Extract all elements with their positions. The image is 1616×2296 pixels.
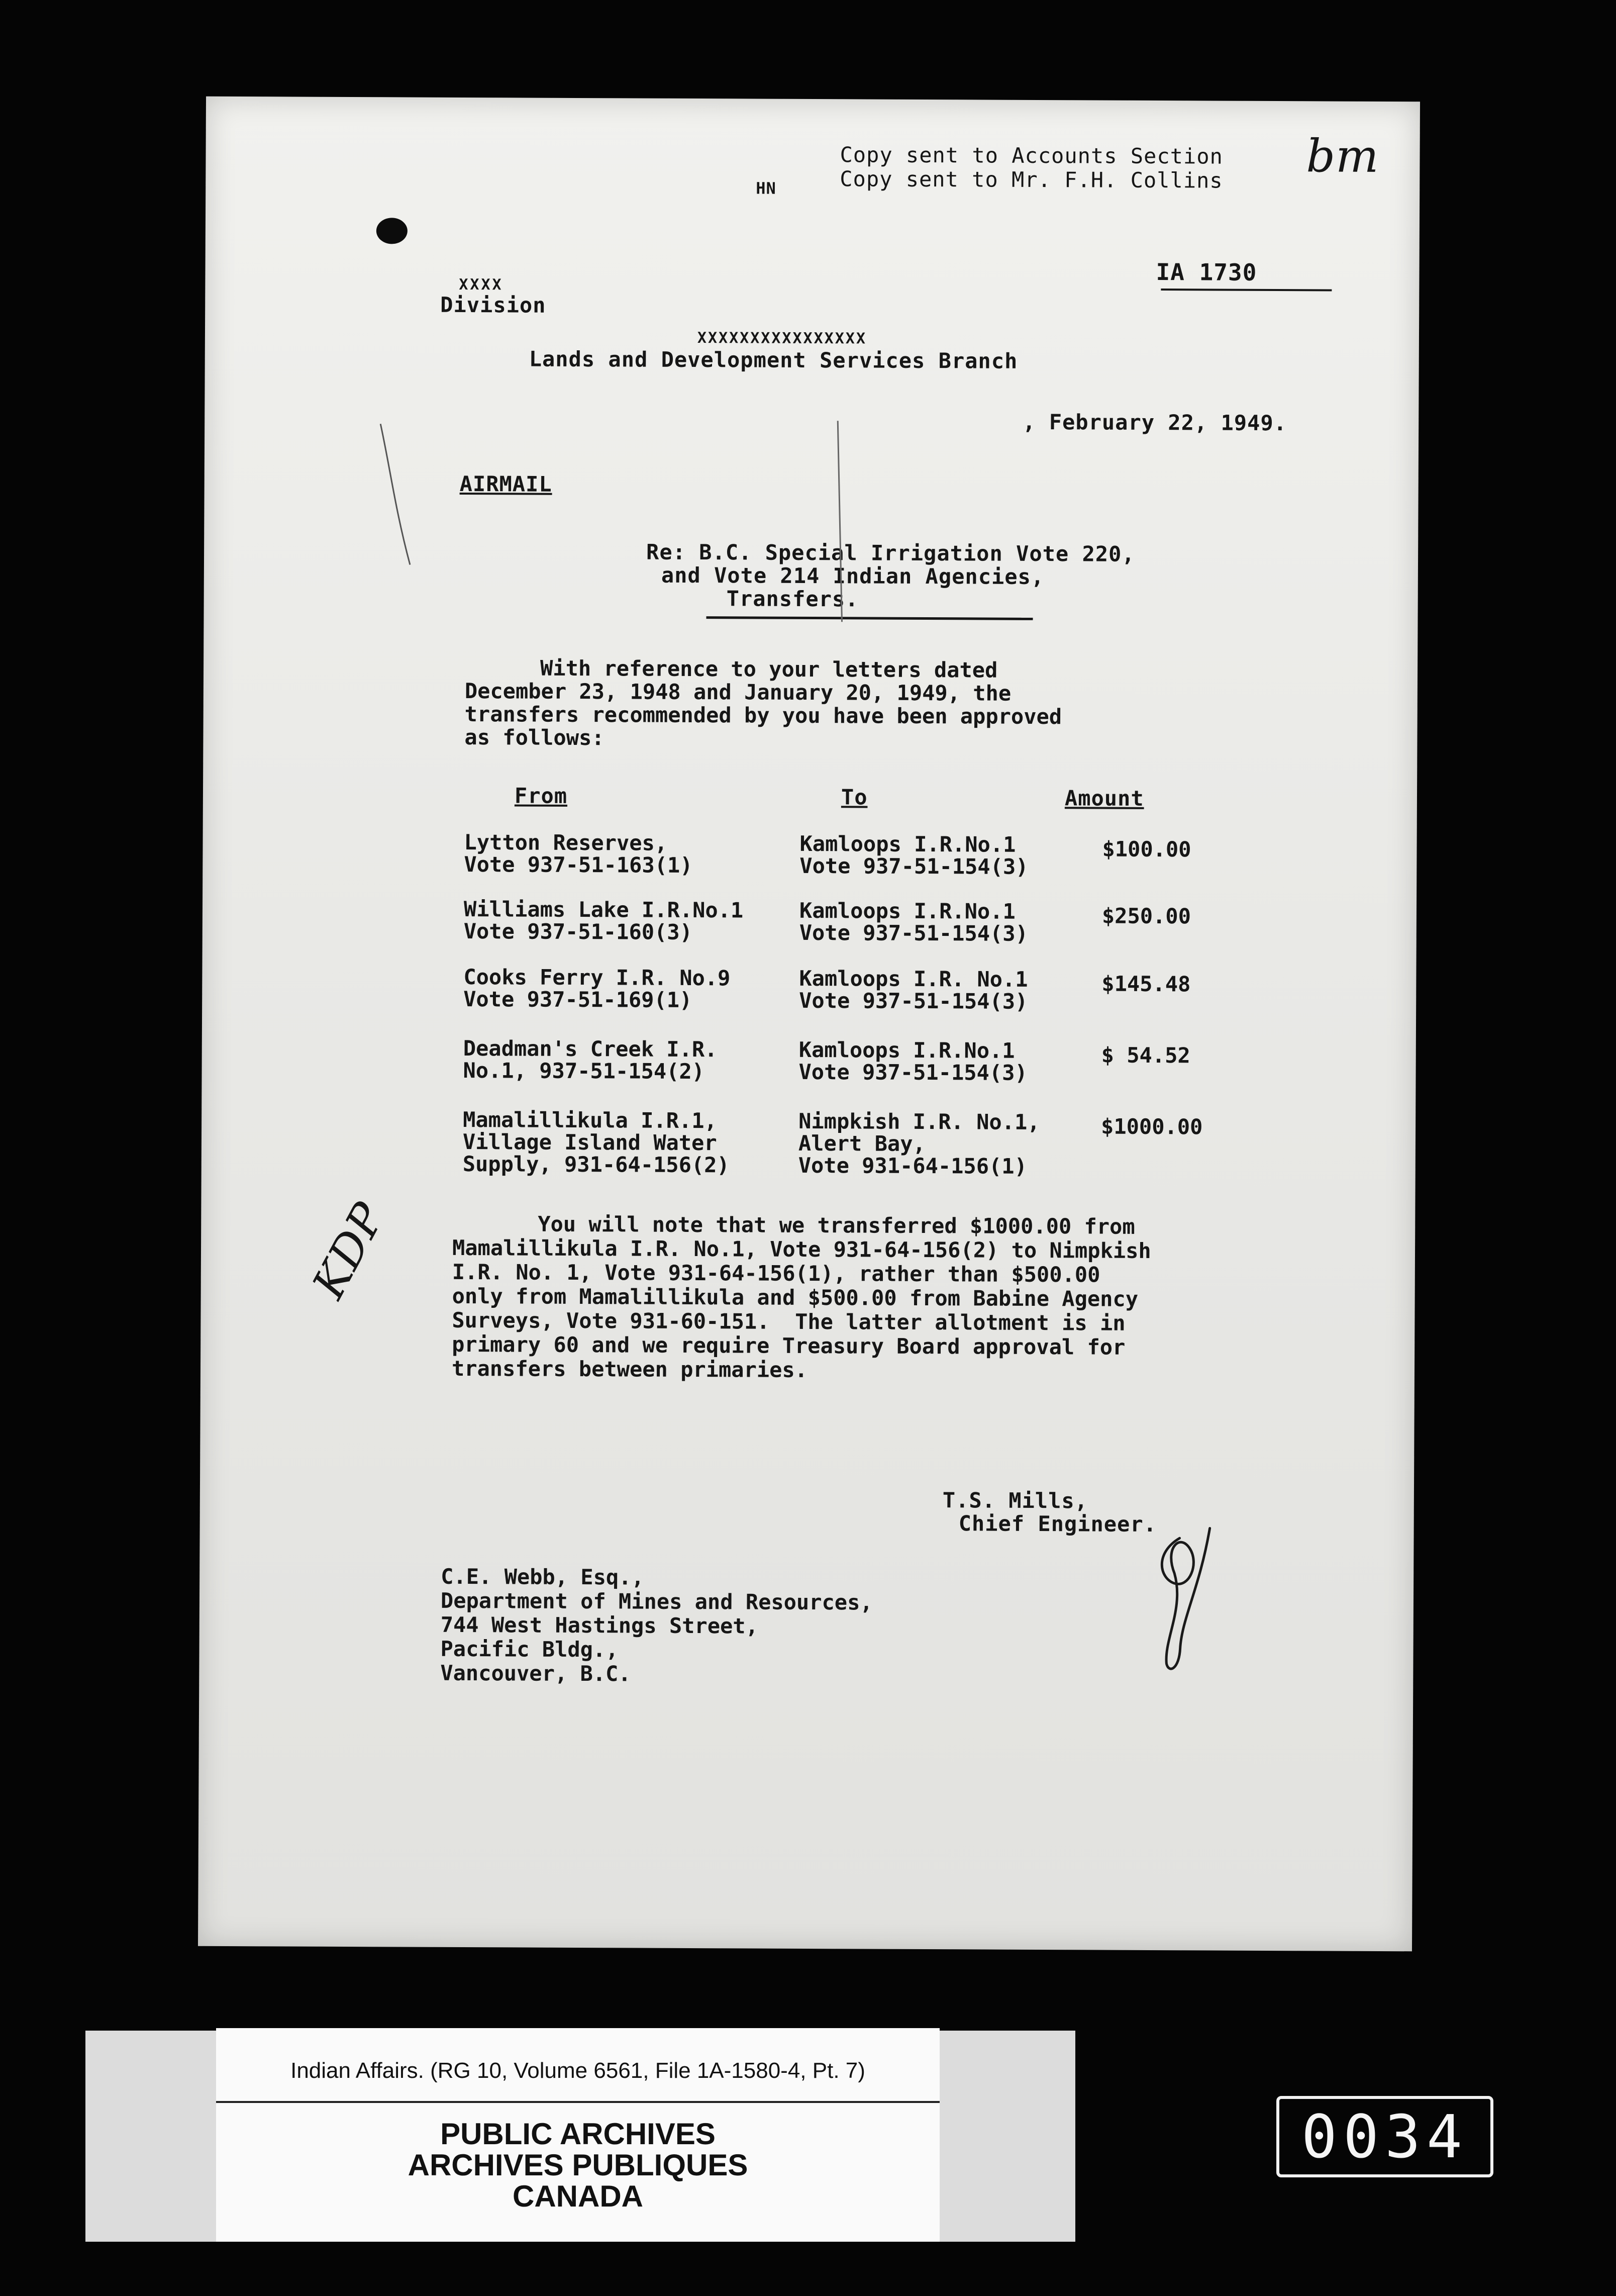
- column-header-to: To: [841, 785, 868, 810]
- signatory-title: Chief Engineer.: [958, 1511, 1157, 1537]
- row-from-line: Lytton Reserves,: [464, 830, 668, 855]
- file-reference: IA 1730: [1156, 258, 1257, 286]
- copy-line-2: Copy sent to Mr. F.H. Collins: [840, 166, 1223, 193]
- address-line-2: Department of Mines and Resources,: [440, 1588, 873, 1615]
- row-to-line: Vote 937-51-154(3): [798, 1059, 1028, 1085]
- subject-line-2: and Vote 214 Indian Agencies,: [661, 562, 1045, 590]
- archive-line-2: ARCHIVES PUBLIQUES: [408, 2148, 748, 2182]
- intro-line-4: as follows:: [464, 725, 604, 750]
- file-reference-underline: [1161, 289, 1332, 291]
- handwritten-signature-mark: [1144, 1518, 1225, 1679]
- note-line-2: Mamalillikula I.R. No.1, Vote 931-64-156(2) to Nimpkish: [452, 1235, 1151, 1263]
- archive-line-3: CANADA: [513, 2179, 643, 2213]
- note-line-5: Surveys, Vote 931-60-151. The latter allotment is in: [452, 1307, 1126, 1335]
- copy-line-1: Copy sent to Accounts Section: [840, 142, 1223, 169]
- subject-underline: [706, 616, 1033, 620]
- handwritten-initials: bm: [1306, 130, 1379, 183]
- archive-label: [216, 2028, 940, 2242]
- column-header-amount: Amount: [1064, 786, 1144, 811]
- row-from-line: Vote 937-51-163(1): [464, 852, 693, 878]
- frame-number: 0034: [1276, 2096, 1493, 2177]
- row-amount: $250.00: [1101, 903, 1191, 929]
- row-from-line: Vote 937-51-169(1): [463, 986, 692, 1012]
- row-amount: $145.48: [1101, 971, 1191, 997]
- row-to-line: Kamloops I.R.No.1: [798, 1037, 1015, 1063]
- row-from-line: Williams Lake I.R.No.1: [463, 897, 744, 923]
- archive-line-1: PUBLIC ARCHIVES: [440, 2117, 716, 2151]
- note-line-3: I.R. No. 1, Vote 931-64-156(1), rather than $500.00: [452, 1259, 1100, 1287]
- transfer-row: [203, 830, 1417, 886]
- row-to-line: Vote 937-51-154(3): [799, 988, 1028, 1014]
- transfer-row: [201, 1036, 1416, 1092]
- division-label: Division: [440, 292, 546, 318]
- row-to-line: Kamloops I.R.No.1: [799, 898, 1016, 924]
- row-to-line: Vote 937-51-154(3): [799, 853, 1029, 879]
- typist-mark: HN: [756, 178, 776, 198]
- transfer-row: [201, 1108, 1416, 1184]
- note-line-6: primary 60 and we require Treasury Board approval for: [452, 1331, 1126, 1360]
- note-line-4: only from Mamalillikula and $500.00 from Babine Agency: [452, 1283, 1139, 1311]
- note-line-1: You will note that we transferred $1000.00 from: [538, 1211, 1135, 1239]
- branch-struck: XXXXXXXXXXXXXXXX: [697, 329, 867, 348]
- column-header-from: From: [514, 783, 568, 808]
- handwritten-margin-note: KDP: [302, 1194, 395, 1307]
- address-line-5: Vancouver, B.C.: [440, 1660, 631, 1686]
- row-from-line: Vote 937-51-160(3): [463, 919, 693, 944]
- row-from-line: Deadman's Creek I.R.: [463, 1035, 718, 1062]
- pencil-stroke: [375, 419, 416, 569]
- address-line-3: 744 West Hastings Street,: [440, 1612, 759, 1639]
- row-to-line: Alert Bay,: [798, 1130, 926, 1157]
- subject-line-3: Transfers.: [726, 586, 859, 612]
- signatory-name: T.S. Mills,: [942, 1488, 1088, 1513]
- address-line-4: Pacific Bldg.,: [440, 1636, 619, 1662]
- row-from-line: No.1, 937-51-154(2): [463, 1058, 705, 1084]
- row-from-line: Cooks Ferry I.R. No.9: [463, 964, 731, 991]
- row-to-line: Vote 931-64-156(1): [798, 1153, 1028, 1179]
- pencil-stroke: [827, 416, 858, 627]
- transfer-row: [203, 897, 1417, 953]
- division-struck: XXXX: [459, 275, 503, 294]
- row-amount: $ 54.52: [1101, 1042, 1190, 1068]
- row-amount: $1000.00: [1101, 1114, 1203, 1139]
- archive-reference: Indian Affairs. (RG 10, Volume 6561, File 1A-1580-4, Pt. 7): [290, 2058, 865, 2083]
- letter-date: , February 22, 1949.: [1023, 409, 1287, 436]
- row-to-line: Vote 937-51-154(3): [799, 920, 1029, 946]
- subject-line-1: Re: B.C. Special Irrigation Vote 220,: [646, 539, 1135, 566]
- document-page: [198, 97, 1420, 1952]
- row-to-line: Kamloops I.R.No.1: [799, 831, 1016, 857]
- transfer-row: [202, 965, 1416, 1021]
- row-to-line: Nimpkish I.R. No.1,: [798, 1108, 1040, 1135]
- delivery-method: AIRMAIL: [459, 471, 552, 497]
- row-to-line: Kamloops I.R. No.1: [799, 966, 1028, 992]
- row-amount: $100.00: [1102, 836, 1191, 862]
- intro-line-3: transfers recommended by you have been approved: [464, 702, 1062, 729]
- address-line-1: C.E. Webb, Esq.,: [441, 1564, 644, 1590]
- row-from-line: Supply, 931-64-156(2): [462, 1151, 730, 1178]
- intro-line-1: With reference to your letters dated: [540, 655, 998, 683]
- punch-hole: [376, 218, 408, 244]
- branch-label: Lands and Development Services Branch: [529, 346, 1018, 373]
- archive-label-divider: [216, 2101, 940, 2103]
- row-from-line: Village Island Water: [462, 1129, 717, 1156]
- intro-line-2: December 23, 1948 and January 20, 1949, the: [464, 679, 1012, 706]
- row-from-line: Mamalillikula I.R.1,: [463, 1107, 717, 1133]
- note-line-7: transfers between primaries.: [451, 1356, 808, 1382]
